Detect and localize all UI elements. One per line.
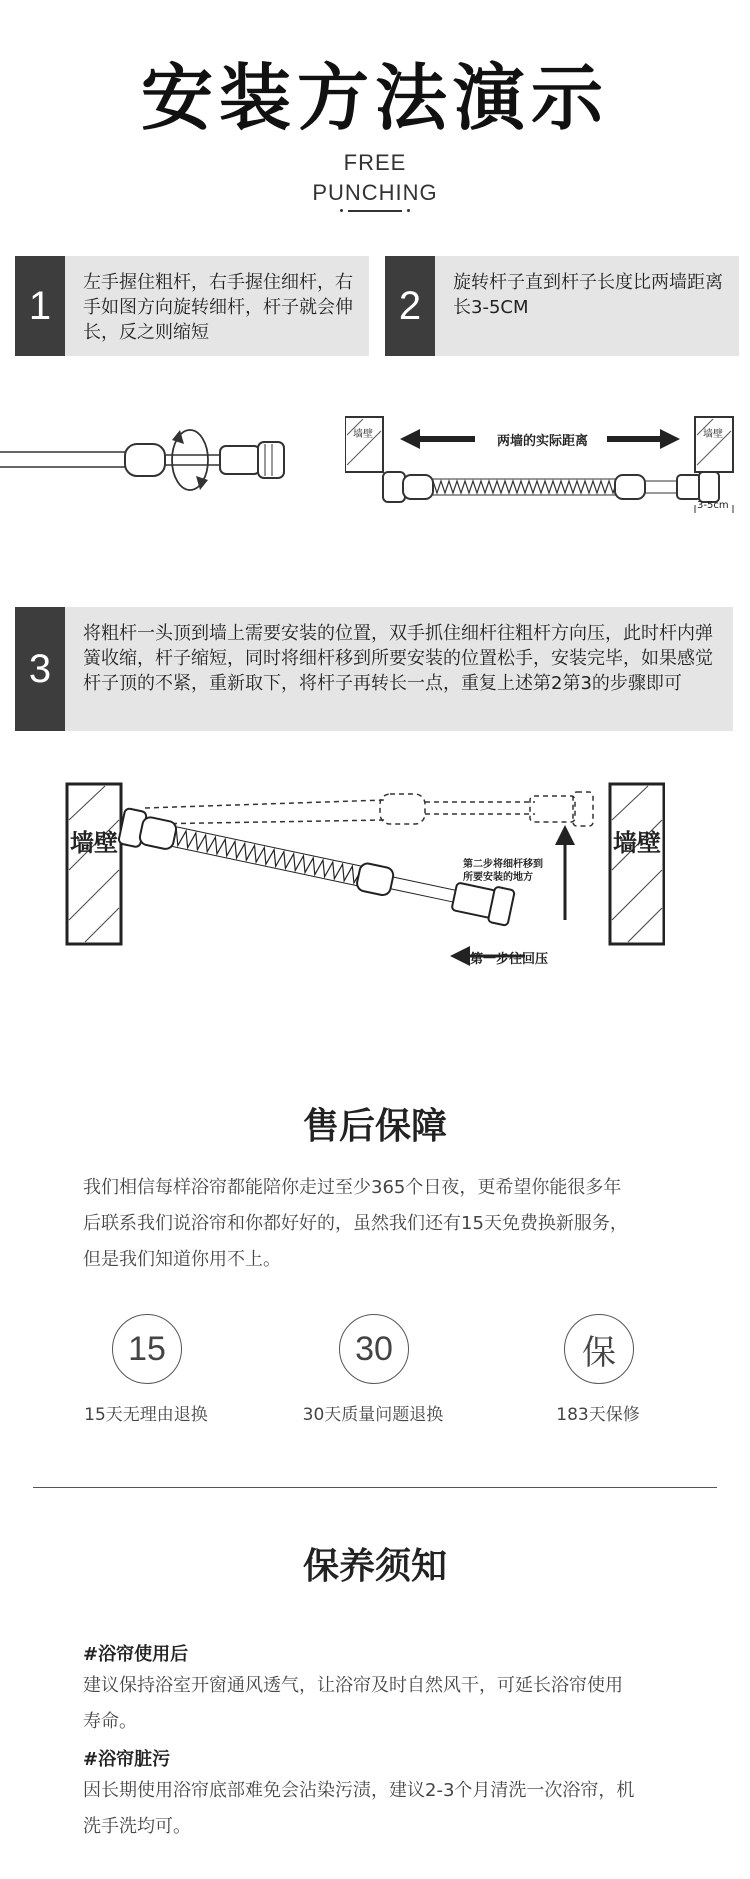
wall-distance-label: 两墙的实际距离 [496,434,588,449]
step-3-box [15,607,733,731]
care-title: 保养须知 [302,1546,447,1587]
step2-note [463,858,543,884]
step2-note-line-1: 第二步将细杆移到 [463,859,543,870]
subtitle-divider [348,210,402,212]
step-number: 1 [15,256,65,356]
aftersale-line: 但是我们知道你用不上。 [83,1249,281,1270]
warranty-icon: 保 [564,1314,634,1384]
wall-label-left: 墙壁 [353,429,373,440]
installation-diagram [65,780,665,970]
section-divider [33,1487,717,1488]
subtitle-line-1: FREE [343,150,407,175]
wall-label-left: 墙壁 [70,829,118,857]
step-number: 2 [385,256,435,356]
badge-15-label: 15天无理由退换 [84,1405,208,1425]
installation-graphic [65,780,665,970]
care-line: 建议保持浴室开窗通风透气，让浴帘及时自然风干，可延长浴帘使用 [83,1675,623,1696]
wall-distance-diagram [345,415,750,515]
badge-15-icon: 15 [112,1314,182,1384]
step-2-box [385,256,739,356]
care-text [83,1668,723,1740]
step2-note-line-2: 所要安装的地方 [463,872,533,883]
aftersale-title: 售后保障 [302,1106,447,1147]
step-text: 将粗杆一头顶到墙上需要安装的位置，双手抓住细杆往粗杆方向压，此时杆内弹簧收缩，杆子缩短，同时将细杆移到所要安装的位置松手，安装完毕，如果感觉杆子顶的不紧，重新取下，将杆子再转长一点，重复上述第2第3的步骤即可 [83,623,713,694]
care-line: 因长期使用浴帘底部难免会沾染污渍，建议2-3个月清洗一次浴帘，机 [83,1780,635,1801]
subtitle-line-2: PUNCHING [312,180,438,205]
free-punching-subtitle [0,148,750,208]
step-number: 3 [15,607,65,731]
care-heading: #浴帘使用后 [83,1644,189,1665]
care-heading: #浴帘脏污 [83,1749,171,1770]
badge-30-icon: 30 [339,1314,409,1384]
warranty-label: 183天保修 [556,1405,640,1425]
step-text: 旋转杆子直到杆子长度比两墙距离长3-5CM [453,272,723,318]
step-1-box [15,256,369,356]
wall-label-right: 墙壁 [703,429,723,440]
aftersale-line: 我们相信每样浴帘都能陪你走过至少365个日夜，更希望你能很多年 [83,1177,622,1198]
extra-length-label: 3-5cm [697,500,729,511]
wall-label-right: 墙壁 [613,829,661,857]
badge-30-label: 30天质量问题退换 [302,1405,444,1425]
care-text [83,1773,723,1845]
rod-rotation-diagram [0,400,300,500]
care-line: 寿命。 [83,1711,137,1732]
care-line: 洗手洗均可。 [83,1816,191,1837]
aftersale-line: 后联系我们说浴帘和你都好好的，虽然我们还有15天免费换新服务， [83,1213,628,1234]
page-title: 安装方法演示 [140,56,609,140]
aftersale-paragraph [83,1170,723,1278]
step-text: 左手握住粗杆，右手握住细杆，右手如图方向旋转细杆，杆子就会伸长，反之则缩短 [83,272,353,343]
step1-note: 第一步往回压 [470,952,549,967]
